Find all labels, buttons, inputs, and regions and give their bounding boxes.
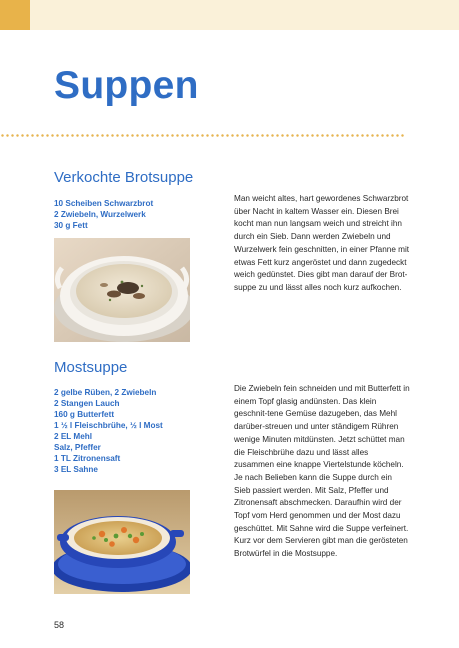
ingredient-item: 1 TL Zitronensaft: [54, 454, 121, 463]
header-band: [0, 0, 459, 30]
ingredient-item: 30 g Fett: [54, 221, 88, 230]
instructions-brotsuppe: Man weicht altes, hart gewordenes Schwarzbrot über Nacht in kaltem Wasser ein. Diesen Brei kocht man nun langsam weich und streicht ihn durch ein Sieb. Dann werden Zwiebeln und Wurzelwerk fein geschnitten, in einer Pfanne mit etwas Fett kurz angeröstet und dann zugedeckt weich gedünstet. Dies gibt man darauf der Brot-suppe zu und lässt alles noch kurz aufkochen.: [234, 194, 410, 292]
ingredient-item: 2 Stangen Lauch: [54, 399, 120, 408]
photo-brotsuppe: [54, 238, 190, 342]
ingredient-item: 1 ½ l Fleischbrühe, ½ l Most: [54, 421, 163, 430]
ingredient-list-brotsuppe: [54, 198, 153, 231]
ingredient-item: 2 Zwiebeln, Wurzelwerk: [54, 210, 146, 219]
ingredient-item: Salz, Pfeffer: [54, 443, 101, 452]
ingredient-item: 2 EL Mehl: [54, 432, 93, 441]
chapter-title: Suppen: [54, 64, 199, 107]
recipe-title-brotsuppe: Verkochte Brotsuppe: [54, 169, 194, 186]
page-number: 58: [54, 620, 65, 630]
dotted-divider: [0, 134, 405, 137]
ingredient-item: 10 Scheiben Schwarzbrot: [54, 199, 154, 208]
ingredient-item: 2 gelbe Rüben, 2 Zwiebeln: [54, 388, 157, 397]
photo-mostsuppe: [54, 490, 190, 594]
ingredient-item: 3 EL Sahne: [54, 465, 98, 474]
ingredient-list-mostsuppe: [54, 387, 163, 475]
ingredient-item: 160 g Butterfett: [54, 410, 115, 419]
header-accent-block: [0, 0, 30, 30]
recipe-title-mostsuppe: Mostsuppe: [54, 359, 128, 376]
instructions-mostsuppe: Die Zwiebeln fein schneiden und mit Butterfett in einem Topf glasig andünsten. Das klein geschnit-tene Gemüse dazugeben, das Mehl darüber-streuen und unter ständigem Rühren wenige Minuten mitdünsten. Jetzt schüttet man die Fleischbrühe dazu und lässt alles zusammen eine knappe Viertelstunde köcheln. Je nach Belieben kann die Suppe durch ein Sieb passiert werden. Mit Salz, Pfeffer und Zitronensaft abschmecken. Daraufhin wird der Topf vom Herd genommen und der Most dazu geschüttet. Mit Sahne wird die Suppe verfeinert. Kurz vor dem Servieren gibt man die gerösteten Brotwürfel in die Mostsuppe.: [234, 384, 410, 559]
